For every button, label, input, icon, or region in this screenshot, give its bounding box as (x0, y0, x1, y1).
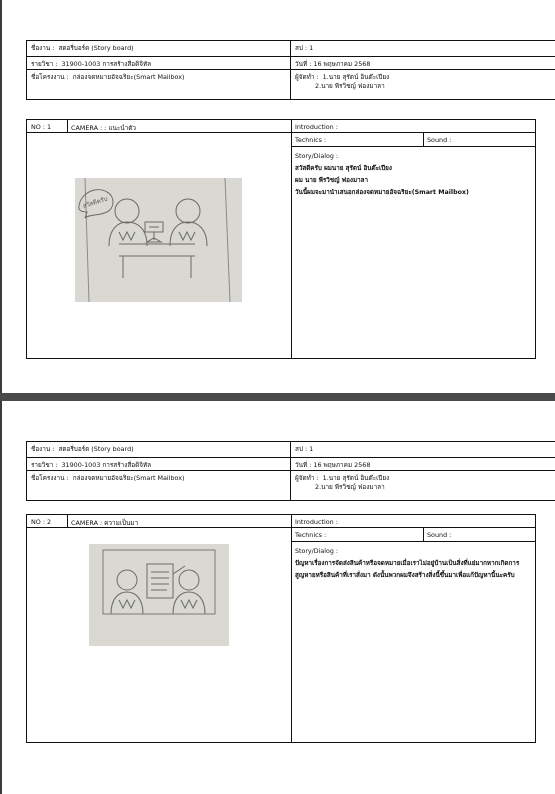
camera-label: CAMERA : : แนะนำตัว (71, 124, 136, 132)
story-dialog (295, 546, 531, 582)
course-row (27, 57, 290, 70)
scene-header-row (27, 515, 535, 528)
sound-label: Sound : (427, 531, 452, 539)
author-2: 2.นาย พีรวิชญ์ ฟองมาลา (315, 82, 385, 90)
page-separator (0, 393, 555, 401)
work-row (27, 442, 290, 458)
work-label: ชื่องาน : (31, 44, 55, 52)
course-label: รายวิชา : (31, 461, 58, 469)
project-label: ชื่อโครงงาน : (31, 73, 69, 81)
week-row (291, 41, 555, 57)
introduction-label: Introduction : (295, 123, 338, 131)
story-line: สวัสดีครับ ผมนาย สุรัตน์ อินต๊ะเปียง (295, 165, 392, 172)
week-label: สป : 1 (295, 445, 314, 453)
author-row (291, 471, 555, 501)
scene-number: NO : 2 (31, 518, 52, 526)
introduction-label: Introduction : (295, 518, 338, 526)
week-row (291, 442, 555, 458)
technics-row (291, 133, 535, 147)
work-label: ชื่องาน : (31, 445, 55, 453)
technics-label: Technics : (295, 531, 327, 539)
header-table (26, 441, 555, 501)
header-table (26, 40, 555, 100)
author-row (291, 70, 555, 100)
project-row (27, 70, 290, 100)
date-label: วันที่ : 16 พฤษภาคม 2568 (295, 461, 371, 469)
course-row (27, 458, 290, 471)
document-page-2 (2, 401, 555, 794)
scene-number: NO : 1 (31, 123, 52, 131)
technics-row (291, 528, 535, 542)
date-label: วันที่ : 16 พฤษภาคม 2568 (295, 60, 371, 68)
story-title: Story/Dialog : (295, 548, 338, 555)
story-line: วันนี้ผมจะมานำเสนอกล่องจดหมายอัจฉริยะ(Smart Mailbox) (295, 189, 469, 196)
sound-label: Sound : (427, 136, 452, 144)
project-value: กล่องจดหมายอัจฉริยะ(Smart Mailbox) (72, 474, 185, 482)
author-1: 1.นาย สุรัตน์ อินต๊ะเปียง (322, 474, 390, 482)
course-label: รายวิชา : (31, 60, 58, 68)
work-value: สตอรี่บอร์ด (Story board) (58, 44, 134, 52)
document-page-1 (2, 0, 555, 393)
story-dialog (295, 151, 531, 199)
week-label: สป : 1 (295, 44, 314, 52)
author-label: ผู้จัดทำ : (295, 474, 319, 482)
project-row (27, 471, 290, 501)
course-value: 31900-1003 การสร้างสื่อดิจิทัล (61, 461, 152, 469)
author-2: 2.นาย พีรวิชญ์ ฟองมาลา (315, 483, 385, 491)
project-value: กล่องจดหมายอัจฉริยะ(Smart Mailbox) (72, 73, 185, 81)
story-line: ผม นาย พีรวิชญ์ ฟองมาลา (295, 177, 369, 184)
project-label: ชื่อโครงงาน : (31, 474, 69, 482)
date-row (291, 458, 555, 471)
camera-label: CAMERA : ความเป็นมา (71, 519, 139, 527)
author-label: ผู้จัดทำ : (295, 73, 319, 81)
work-row (27, 41, 290, 57)
scene-panel-2 (26, 514, 536, 743)
storyboard-sketch-2 (89, 544, 229, 646)
story-title: Story/Dialog : (295, 153, 338, 160)
date-row (291, 57, 555, 70)
sketch-speech-bubble: สวัสดีครับ (81, 195, 109, 210)
scene-header-row (27, 120, 535, 133)
sketch-drawing (75, 178, 242, 302)
work-value: สตอรี่บอร์ด (Story board) (58, 445, 134, 453)
author-1: 1.นาย สุรัตน์ อินต๊ะเปียง (322, 73, 390, 81)
course-value: 31900-1003 การสร้างสื่อดิจิทัล (61, 60, 152, 68)
story-line: ปัญหาเรื่องการจัดส่งสินค้าหรือจดหมายเมื่อเราไม่อยู่บ้านเป็นสิ่งที่แย่มากหากเกิดการสูญหายหรือสินค้าที่เราสั่งมา ดังนั้นพวกผมจึงสร้างสิ่งนี้ขึ้นมาเพื่อแก้ปัญหานี้นะครับ (295, 560, 520, 579)
scene-panel-1 (26, 119, 536, 359)
technics-label: Technics : (295, 136, 327, 144)
storyboard-sketch-1 (75, 178, 242, 302)
sketch-drawing (89, 544, 229, 646)
